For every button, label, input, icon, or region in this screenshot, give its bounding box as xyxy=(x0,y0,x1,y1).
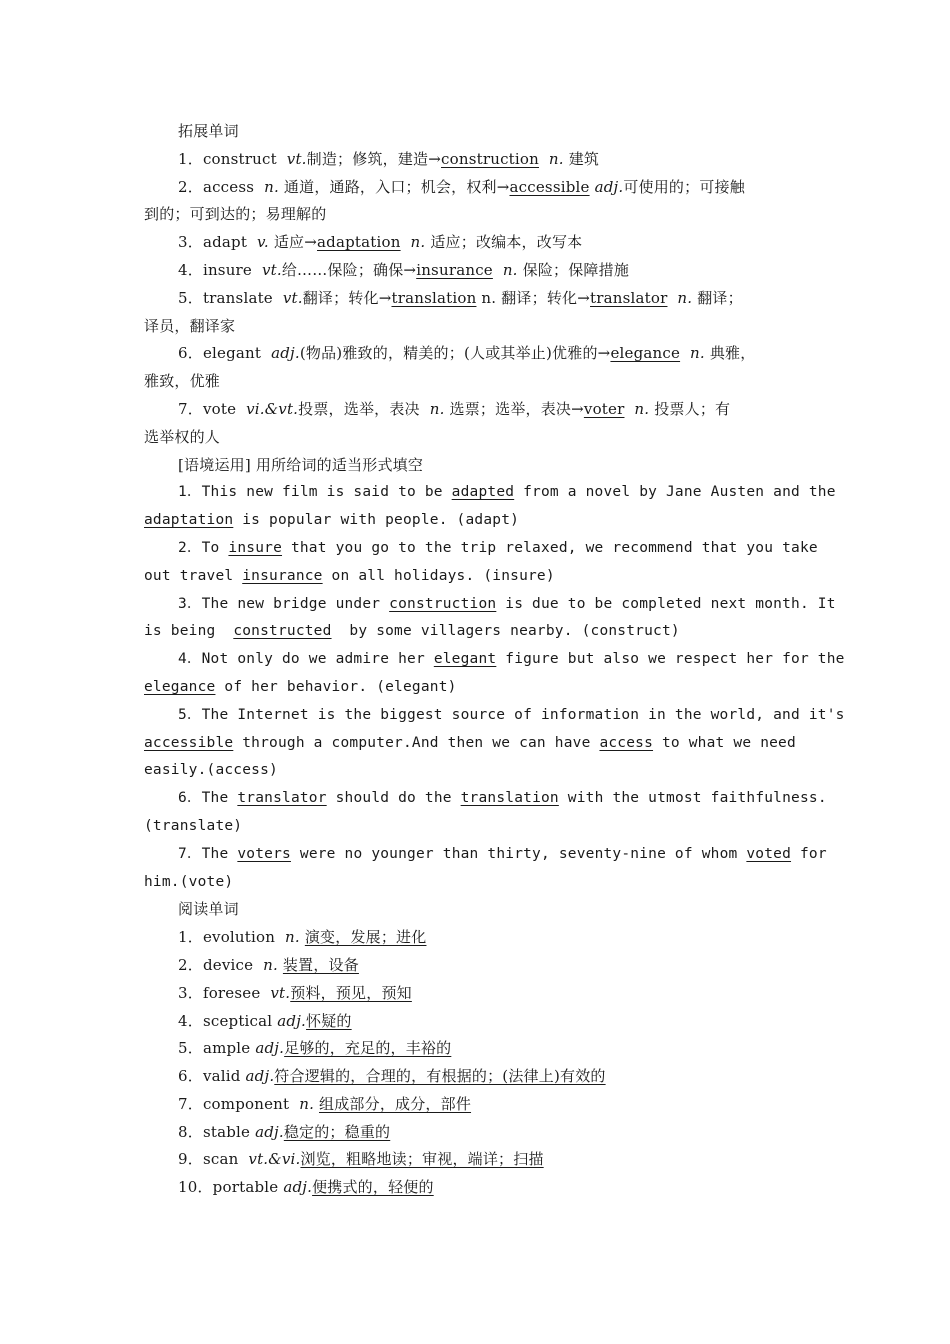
text-segment: for xyxy=(791,845,827,862)
s2-line xyxy=(144,730,809,758)
text-segment: n. xyxy=(481,288,497,307)
answer-text: voter xyxy=(583,399,625,418)
text-segment: that you go to the trip relaxed, we recommend that you take xyxy=(282,539,818,556)
text-segment: easily.(access) xyxy=(144,762,278,779)
text-segment: 5．translate xyxy=(178,288,283,307)
text-segment: to what we need xyxy=(653,734,796,751)
answer-text: translator xyxy=(590,288,668,307)
text-segment xyxy=(401,233,411,251)
text-segment: 4．Not only do we admire her xyxy=(178,651,434,668)
s3-line xyxy=(144,1146,809,1174)
part-of-speech: adj. xyxy=(255,1039,285,1058)
s2-line xyxy=(144,702,845,730)
answer-text: translation xyxy=(391,288,477,307)
answer-text: adaptation xyxy=(317,233,401,252)
section-title-expand-words: 拓展单词 xyxy=(178,122,239,140)
part-of-speech: vt. xyxy=(282,288,303,307)
text-segment: from a novel by Jane Austen and the xyxy=(514,484,836,501)
answer-text: 装置，设备 xyxy=(282,955,359,974)
s3-line xyxy=(144,924,809,952)
answer-text: 符合逻辑的，合理的，有根据的；(法律上)有效的 xyxy=(274,1067,606,1086)
part-of-speech: n. xyxy=(548,149,564,168)
fill-blank-exercises xyxy=(144,479,845,896)
text-segment: 7．component xyxy=(178,1094,300,1113)
text-segment: 建筑 xyxy=(563,149,600,168)
s2-line xyxy=(144,479,836,507)
answer-text: 便携式的，轻便的 xyxy=(312,1178,434,1197)
text-segment xyxy=(680,344,690,362)
answer-text: insurance xyxy=(416,260,493,279)
part-of-speech: vi.&vt. xyxy=(246,399,299,418)
part-of-speech: n. xyxy=(285,928,300,947)
text-segment: 保险；保障措施 xyxy=(517,260,630,279)
part-of-speech: n. xyxy=(502,260,518,279)
answer-text: adaptation xyxy=(144,512,234,529)
text-segment: 8．stable xyxy=(178,1122,256,1141)
part-of-speech: vt. xyxy=(270,983,291,1002)
s3-line xyxy=(144,980,809,1008)
answer-text: accessible xyxy=(509,177,590,196)
text-segment: (translate) xyxy=(144,817,243,834)
answer-text: 稳定的；稳重的 xyxy=(283,1122,391,1141)
text-segment: 2．access xyxy=(178,177,265,196)
answer-text: translator xyxy=(237,790,327,807)
section-title-reading-words: 阅读单词 xyxy=(178,900,239,919)
expand-words-list xyxy=(144,146,809,452)
s2-line xyxy=(144,563,809,591)
text-segment xyxy=(493,261,503,279)
answer-text: insurance xyxy=(242,567,323,584)
answer-text: elegance xyxy=(144,678,216,695)
text-segment: 7．The xyxy=(178,845,238,862)
s1-line xyxy=(144,424,809,452)
s1-line xyxy=(144,368,809,396)
text-segment: 译员，翻译家 xyxy=(144,316,236,335)
answer-text: translation xyxy=(460,790,559,807)
part-of-speech: adj. xyxy=(283,1178,313,1197)
s1-line xyxy=(144,146,809,174)
s2-line xyxy=(144,507,809,535)
part-of-speech: v. xyxy=(257,233,269,252)
answer-text: 怀疑的 xyxy=(306,1011,352,1030)
text-segment: is popular with people. (adapt) xyxy=(233,512,520,529)
answer-text: insure xyxy=(228,539,283,556)
s2-line xyxy=(144,813,809,841)
text-segment xyxy=(539,150,549,168)
text-segment: out travel xyxy=(144,567,243,584)
part-of-speech: vt. xyxy=(286,149,307,168)
document-page xyxy=(144,118,845,1202)
answer-text: 预料，预见，预知 xyxy=(290,983,412,1002)
text-segment: 雅致，优雅 xyxy=(144,372,221,391)
part-of-speech: n. xyxy=(429,399,445,418)
text-segment: 3．adapt xyxy=(178,233,257,252)
s2-line xyxy=(144,535,818,563)
s1-line xyxy=(144,313,809,341)
part-of-speech: adj. xyxy=(245,1067,275,1086)
answer-text: construction xyxy=(441,149,539,168)
s3-line xyxy=(144,1174,809,1202)
s2-line xyxy=(144,757,809,785)
text-segment: 7．vote xyxy=(178,399,247,418)
text-segment: (物品)雅致的，精美的；(人或其举止)优雅的→ xyxy=(299,344,611,363)
part-of-speech: n. xyxy=(677,288,693,307)
answer-text: access xyxy=(599,734,654,751)
part-of-speech: n. xyxy=(264,177,279,196)
part-of-speech: adj. xyxy=(255,1122,284,1141)
part-of-speech: n. xyxy=(634,399,650,418)
text-segment: 投票，选举，表决 xyxy=(298,399,430,418)
s3-line xyxy=(144,1008,809,1036)
text-segment: 2．device xyxy=(178,955,264,974)
reading-words-list xyxy=(144,924,809,1202)
text-segment: 投票人；有 xyxy=(649,399,731,418)
text-segment: 翻译；转化→ xyxy=(496,288,591,307)
s2-line xyxy=(144,785,827,813)
answer-text: elegant xyxy=(433,651,497,668)
text-segment: 适应；改编本，改写本 xyxy=(425,233,583,252)
text-segment: 通道，通路，入口；机会，权利→ xyxy=(278,177,510,196)
text-segment: 9．scan xyxy=(178,1150,249,1169)
text-segment: 6．valid xyxy=(178,1067,246,1086)
text-segment: with the utmost faithfulness. xyxy=(558,790,827,807)
text-segment xyxy=(667,289,677,307)
part-of-speech: n. xyxy=(299,1094,315,1113)
answer-text: accessible xyxy=(144,734,234,751)
text-segment: 5．ample xyxy=(178,1039,256,1058)
s2-line xyxy=(144,841,827,869)
text-segment: 给……保险；确保→ xyxy=(281,260,417,279)
text-segment: by some villagers nearby. (construct) xyxy=(331,623,680,640)
answer-text: adapted xyxy=(451,484,515,501)
text-segment: were no younger than thirty, seventy-nine of whom xyxy=(290,845,747,862)
s1-line xyxy=(144,257,809,285)
part-of-speech: n. xyxy=(410,233,426,252)
text-segment: should do the xyxy=(326,790,461,807)
s3-line xyxy=(144,1119,809,1147)
part-of-speech: adj. xyxy=(277,1011,307,1030)
text-segment: 选票；选举，表决→ xyxy=(444,399,584,418)
text-segment: 5．The Internet is the biggest source of information in the world, and it's xyxy=(178,706,845,723)
text-segment xyxy=(624,400,634,418)
answer-text: voted xyxy=(746,845,792,862)
text-segment: 3．foresee xyxy=(178,983,271,1002)
s2-line xyxy=(144,646,845,674)
text-segment: 6．elegant xyxy=(178,344,272,363)
text-segment: 典雅， xyxy=(704,344,756,363)
text-segment: him.(vote) xyxy=(144,873,234,890)
answer-text: 组成部分，成分，部件 xyxy=(319,1094,472,1113)
section-title-context-use: [语境运用] 用所给词的适当形式填空 xyxy=(178,455,424,474)
text-segment: of her behavior. (elegant) xyxy=(215,678,457,695)
text-segment: 4．sceptical xyxy=(178,1011,278,1030)
part-of-speech: adj. xyxy=(271,344,300,363)
s3-line xyxy=(144,952,809,980)
s2-line xyxy=(144,618,809,646)
text-segment: 6．The xyxy=(178,790,238,807)
s1-line xyxy=(144,229,809,257)
part-of-speech: vt.&vi. xyxy=(248,1150,301,1169)
s2-line xyxy=(144,591,836,619)
text-segment: 1．evolution xyxy=(178,928,286,947)
text-segment: 1．This new film is said to be xyxy=(178,484,452,501)
text-segment: is being xyxy=(144,623,234,640)
answer-text: constructed xyxy=(233,623,332,640)
part-of-speech: adj. xyxy=(594,177,624,196)
s2-line xyxy=(144,674,809,702)
s1-line xyxy=(144,340,809,368)
text-segment: 10．portable xyxy=(178,1178,284,1197)
answer-text: construction xyxy=(389,595,497,612)
text-segment: 到的；可到达的；易理解的 xyxy=(144,205,327,224)
text-segment: 翻译； xyxy=(692,288,743,307)
text-segment: 可使用的；可接触 xyxy=(623,177,745,196)
s1-line xyxy=(144,174,809,202)
s1-line xyxy=(144,396,809,424)
text-segment: is due to be completed next month. It xyxy=(496,595,836,612)
s1-line xyxy=(144,201,809,229)
text-segment: figure but also we respect her for the xyxy=(496,651,845,668)
text-segment: through a computer.And then we can have xyxy=(233,734,600,751)
answer-text: 演变，发展；进化 xyxy=(304,928,427,947)
answer-text: voters xyxy=(237,845,291,862)
text-segment: 适应→ xyxy=(268,233,318,252)
text-segment: 4．insure xyxy=(178,260,262,279)
s2-line xyxy=(144,869,809,897)
s3-line xyxy=(144,1035,809,1063)
part-of-speech: vt. xyxy=(261,260,282,279)
answer-text: 浏览，粗略地读；审视，端详；扫描 xyxy=(300,1150,544,1169)
text-segment: on all holidays. (insure) xyxy=(322,567,555,584)
s1-line xyxy=(144,285,809,313)
answer-text: elegance xyxy=(610,344,681,363)
text-segment: 2．To xyxy=(178,539,229,556)
part-of-speech: n. xyxy=(263,955,278,974)
text-segment: 1．construct xyxy=(178,149,287,168)
text-segment: 3．The new bridge under xyxy=(178,595,390,612)
answer-text: 足够的，充足的，丰裕的 xyxy=(284,1039,452,1058)
s3-line xyxy=(144,1063,809,1091)
text-segment: 选举权的人 xyxy=(144,427,221,446)
s3-line xyxy=(144,1091,809,1119)
part-of-speech: n. xyxy=(690,344,705,363)
text-segment: 翻译；转化→ xyxy=(302,288,392,307)
text-segment: 制造；修筑，建造→ xyxy=(306,149,442,168)
